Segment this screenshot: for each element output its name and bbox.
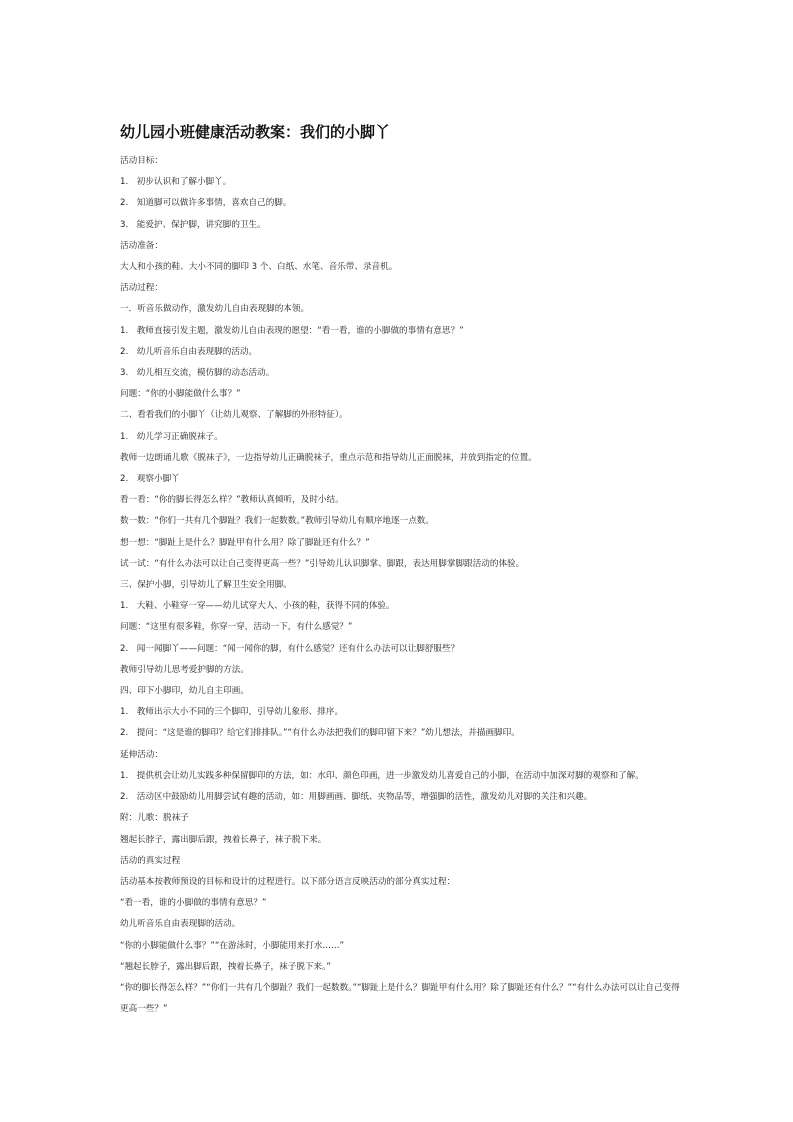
paragraph: 问题：“你的小脚能做什么事？” xyxy=(120,389,241,400)
quote-line: “你的脚长得怎么样？”“你们一共有几个脚趾？我们一起数数。”“脚趾上是什么？脚趾甲有什么用？除了脚趾还有什么？”“有什么办法可以让自己变得更高一些？” xyxy=(120,982,680,1015)
document-body xyxy=(120,151,680,1020)
objective-item: 2. 知道脚可以做许多事情，喜欢自己的脚。 xyxy=(120,198,292,209)
step-heading: 一．听音乐做动作，激发幼儿自由表现脚的本领。 xyxy=(120,304,310,315)
section-heading-extension: 延伸活动： xyxy=(120,749,163,760)
paragraph: 试一试：“有什么办法可以让自己变得更高一些？”引导幼儿认识脚掌、脚跟，表达用脚掌脚跟活动的体验。 xyxy=(120,558,525,569)
objective-item: 3. 能爱护、保护脚，讲究脚的卫生。 xyxy=(120,219,266,230)
paragraph: 教师引导幼儿思考爱护脚的方法。 xyxy=(120,664,249,675)
objective-item: 1. 初步认识和了解小脚丫。 xyxy=(120,177,232,188)
section-heading-real-process: 活动的真实过程 xyxy=(120,855,181,866)
list-item: 1. 提供机会让幼儿实践多种保留脚印的方法，如：水印、颜色印画，进一步激发幼儿喜爱自己的小脚，在活动中加深对脚的观察和了解。 xyxy=(120,770,644,781)
list-item: 2. 观察小脚丫 xyxy=(120,474,180,485)
list-item: 2. 幼儿听音乐自由表现脚的活动。 xyxy=(120,346,258,357)
section-heading-objectives: 活动目标： xyxy=(120,156,163,166)
step-heading: 四、印下小脚印，幼儿自主印画。 xyxy=(120,686,249,697)
list-item: 1. 教师出示大小不同的三个脚印，引导幼儿象形、排序。 xyxy=(120,707,344,718)
paragraph: 问题：“这里有很多鞋，你穿一穿，活动一下，有什么感觉？” xyxy=(120,622,353,633)
paragraph: 想一想：“脚趾上是什么？脚趾甲有什么用？除了脚趾还有什么？” xyxy=(120,537,370,548)
paragraph: 翘起长脖子，露出脚后跟，拽着长鼻子，袜子脱下来。 xyxy=(120,834,327,845)
step-heading: 二、看看我们的小脚丫（让幼儿观察、了解脚的外形特征）。 xyxy=(120,410,348,421)
quote-line: “翘起长脖子，露出脚后跟，拽着长鼻子，袜子脱下来。” xyxy=(120,961,331,972)
paragraph: 大人和小孩的鞋、大小不同的脚印 3 个、白纸、水笔、音乐带、录音机。 xyxy=(120,262,398,273)
list-item: 2. 提问：“这是谁的脚印？给它们排排队。”“有什么办法把我们的脚印留下来？”幼儿想法，并描画脚印。 xyxy=(120,728,520,739)
document-title: 幼儿园小班健康活动教案：我们的小脚丫 xyxy=(120,123,391,141)
quote-line: “看一看，谁的小脚做的事情有意思？” xyxy=(120,898,267,909)
appendix-heading: 附：儿歌：脱袜子 xyxy=(120,813,189,824)
list-item: 2. 活动区中鼓励幼儿用脚尝试有趣的活动，如：用脚画画、脚纸、夹物品等，增强脚的活性，激发幼儿对脚的关注和兴趣。 xyxy=(120,792,593,803)
list-item: 3. 幼儿相互交流，模仿脚的动态活动。 xyxy=(120,368,275,379)
section-heading-preparation: 活动准备： xyxy=(120,240,163,251)
list-item: 1. 大鞋、小鞋穿一穿——幼儿试穿大人、小孩的鞋，获得不同的体验。 xyxy=(120,601,395,612)
list-item: 1. 幼儿学习正确脱袜子。 xyxy=(120,431,223,442)
quote-line: “你的小脚能做什么事？”“在游泳时，小脚能用来打水……” xyxy=(120,940,345,951)
step-heading: 三、保护小脚，引导幼儿了解卫生安全用脚。 xyxy=(120,580,292,591)
paragraph: 活动基本按教师预设的目标和设计的过程进行。以下部分语言反映活动的部分真实过程： xyxy=(120,876,456,887)
section-heading-process: 活动过程： xyxy=(120,283,163,294)
paragraph: 看一看：“你的脚长得怎么样？”教师认真倾听，及时小结。 xyxy=(120,495,344,506)
paragraph: 幼儿听音乐自由表现脚的活动。 xyxy=(120,919,241,930)
list-item: 2. 闻一闻脚丫——问题：“闻一闻你的脚，有什么感觉？还有什么办法可以让脚舒服些？ xyxy=(120,643,460,654)
paragraph: 数一数：“你们一共有几个脚趾？我们一起数数。”教师引导幼儿有顺序地逐一点数。 xyxy=(120,516,434,527)
paragraph: 教师一边朗诵儿歌《脱袜子》，一边指导幼儿正确脱袜子，重点示范和指导幼儿正面脱袜，并放到指定的位置。 xyxy=(120,452,537,463)
list-item: 1. 教师直接引发主题，激发幼儿自由表现的愿望：“看一看，谁的小脚做的事情有意思？” xyxy=(120,325,464,336)
